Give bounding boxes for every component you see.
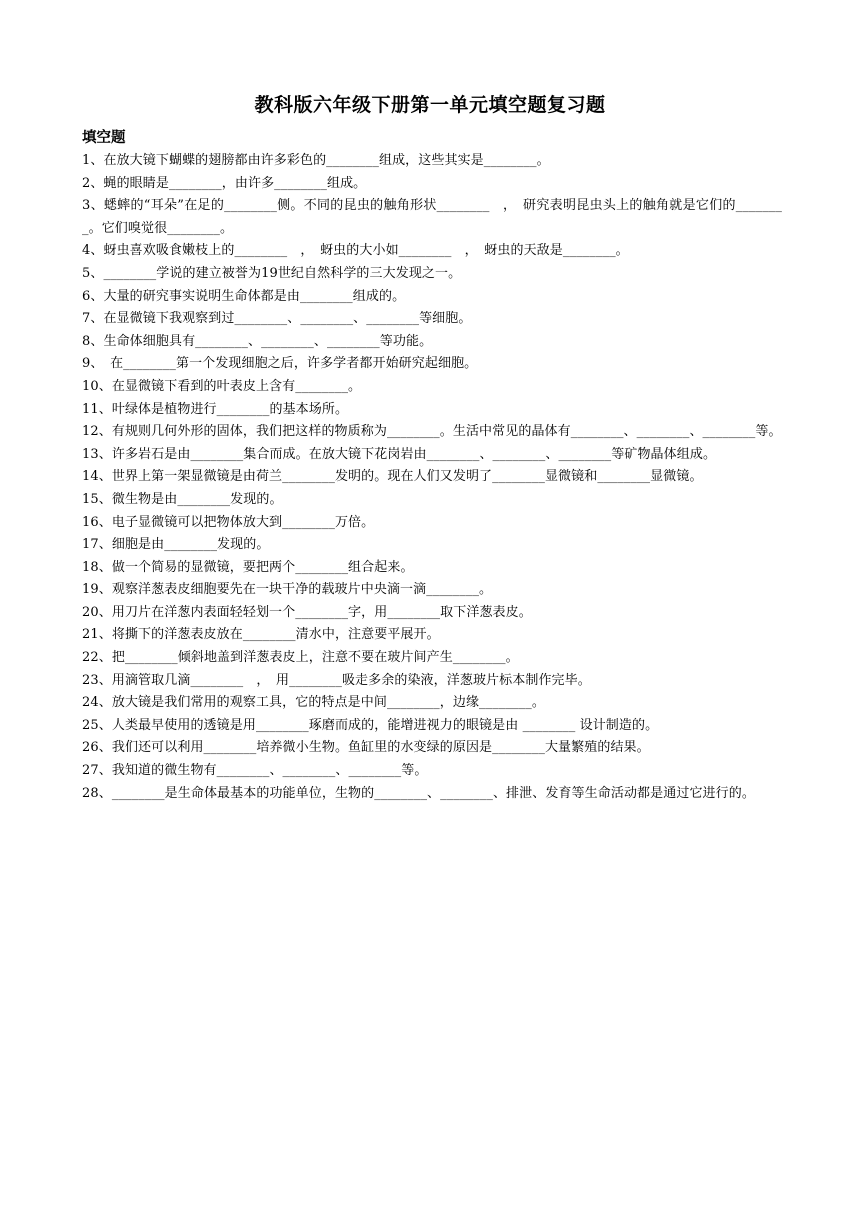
question-text: 12、有规则几何外形的固体，我们把这样的物质称为________。生活中常见的晶体有________、________、________等。 <box>82 424 782 440</box>
question-text: 20、用刀片在洋葱内表面轻轻划一个________字，用________取下洋葱表皮。 <box>82 604 532 620</box>
question-item <box>82 647 782 670</box>
question-text: 16、电子显微镜可以把物体放大到________万倍。 <box>82 514 375 530</box>
question-text: 21、将撕下的洋葱表皮放在________清水中，注意要平展开。 <box>82 627 440 643</box>
question-item <box>82 173 782 196</box>
question-item <box>82 466 782 489</box>
question-item <box>82 512 782 535</box>
question-item <box>82 692 782 715</box>
question-item <box>82 399 782 422</box>
question-item <box>82 308 782 331</box>
question-item <box>82 263 782 286</box>
question-text: 7、在显微镜下我观察到过________、________、________等细胞。 <box>82 311 472 327</box>
question-item <box>82 421 782 444</box>
question-item <box>82 240 782 263</box>
question-item <box>82 670 782 693</box>
question-text: 13、许多岩石是由________集合而成。在放大镜下花岗岩由________、________、________等矿物晶体组成。 <box>82 446 717 462</box>
question-item <box>82 331 782 354</box>
question-text: 19、观察洋葱表皮细胞要先在一块干净的载玻片中央滴一滴________。 <box>82 582 493 598</box>
question-item <box>82 715 782 738</box>
question-text: 1、在放大镜下蝴蝶的翅膀都由许多彩色的________组成，这些其实是________。 <box>82 153 550 168</box>
section-heading: 填空题 <box>82 130 126 146</box>
question-item <box>82 602 782 625</box>
question-item <box>82 444 782 467</box>
question-item <box>82 150 782 173</box>
question-text: 6、大量的研究事实说明生命体都是由________组成的。 <box>82 288 406 304</box>
question-item <box>82 624 782 647</box>
question-item <box>82 376 782 399</box>
question-item <box>82 783 782 806</box>
question-item <box>82 286 782 309</box>
question-item <box>82 579 782 602</box>
question-item <box>82 760 782 783</box>
question-text: 27、我知道的微生物有________、________、________等。 <box>82 763 428 779</box>
question-text: 3、蟋蟀的“耳朵”在足的________侧。不同的昆虫的触角形状________ ， 研究表明昆虫头上的触角就是它们的________。它们嗅觉很________。 <box>82 198 782 236</box>
question-item <box>82 534 782 557</box>
question-text: 14、世界上第一架显微镜是由荷兰________发明的。现在人们又发明了________显微镜和________显微镜。 <box>82 469 703 485</box>
question-item <box>82 353 782 376</box>
question-text: 5、________学说的建立被誉为19世纪自然科学的三大发现之一。 <box>82 265 462 281</box>
question-text: 18、做一个简易的显微镜，要把两个________组合起来。 <box>82 559 414 575</box>
question-item <box>82 737 782 760</box>
question-text: 2、蝇的眼睛是________，由许多________组成。 <box>82 175 367 191</box>
question-text: 28、________是生命体最基本的功能单位，生物的________、________、排泄、发育等生命活动都是通过它进行的。 <box>82 785 755 801</box>
question-text: 24、放大镜是我们常用的观察工具，它的特点是中间________，边缘________。 <box>82 695 545 711</box>
document-title: 教科版六年级下册第一单元填空题复习题 <box>254 94 606 116</box>
question-item <box>82 489 782 512</box>
question-text: 9、 在________第一个发现细胞之后，许多学者都开始研究起细胞。 <box>82 356 478 372</box>
question-list <box>82 150 782 805</box>
question-text: 4、蚜虫喜欢吸食嫩枝上的________ ， 蚜虫的大小如________ ， 蚜虫的天敌是________。 <box>82 243 629 259</box>
question-text: 23、用滴管取几滴________ ， 用________吸走多余的染液，洋葱玻片标本制作完毕。 <box>82 672 591 688</box>
question-text: 26、我们还可以利用________培养微小生物。鱼缸里的水变绿的原因是________大量繁殖的结果。 <box>82 740 650 756</box>
question-text: 17、细胞是由________发现的。 <box>82 537 270 553</box>
question-text: 11、叶绿体是植物进行________的基本场所。 <box>82 401 349 417</box>
question-text: 25、人类最早使用的透镜是用________琢磨而成的，能增进视力的眼镜是由 ________ 设计制造的。 <box>82 717 659 733</box>
question-text: 22、把________倾斜地盖到洋葱表皮上，注意不要在玻片间产生________。 <box>82 650 519 666</box>
question-text: 10、在显微镜下看到的叶表皮上含有________。 <box>82 378 362 394</box>
question-text: 15、微生物是由________发现的。 <box>82 491 283 507</box>
question-text: 8、生命体细胞具有________、________、________等功能。 <box>82 333 433 349</box>
question-item <box>82 195 782 240</box>
question-item <box>82 557 782 580</box>
